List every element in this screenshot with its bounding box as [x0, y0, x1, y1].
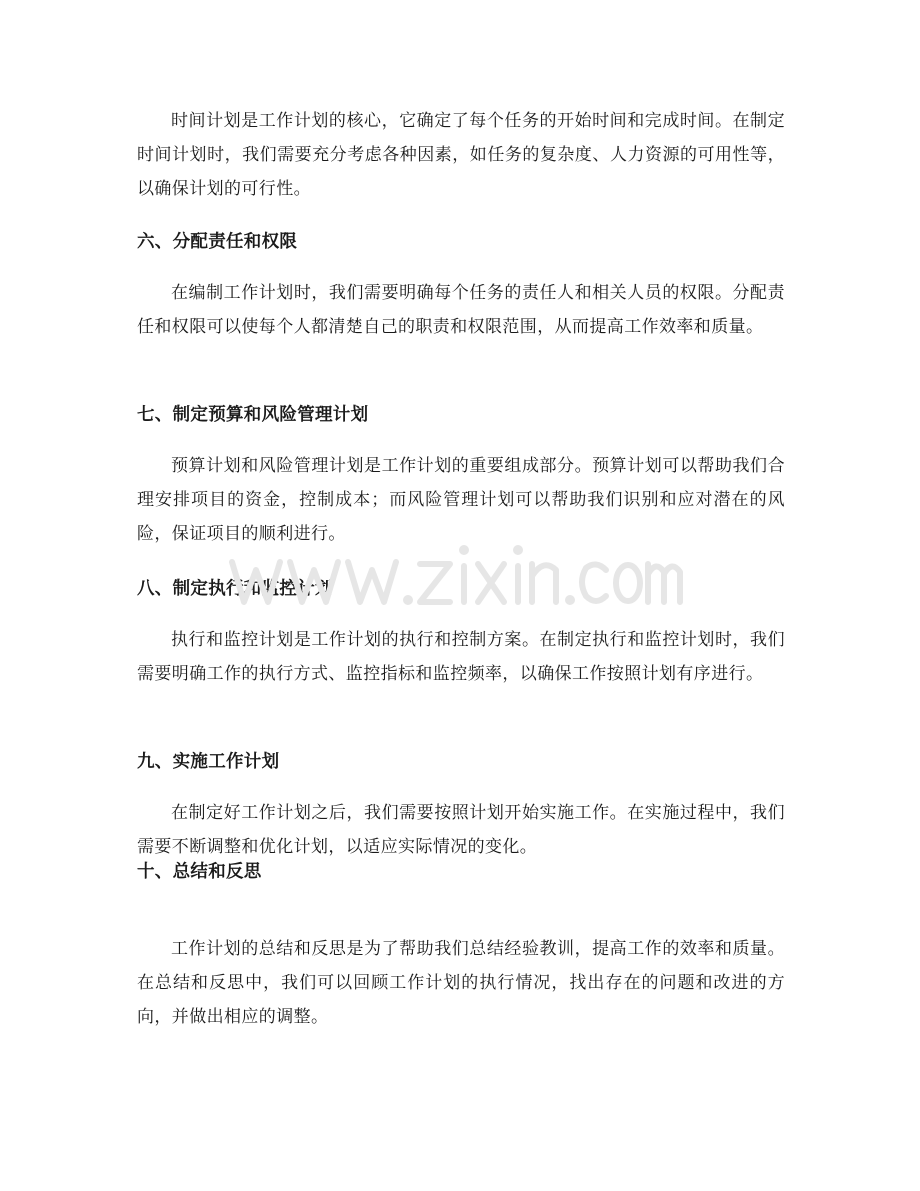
section-body-10: 工作计划的总结和反思是为了帮助我们总结经验教训，提高工作的效率和质量。在总结和反思中，我们可以回顾工作计划的执行情况，找出存在的问题和改进的方向，并做出相应的调整。 [137, 939, 785, 1027]
section-heading-8: 八、制定执行和监控计划 [137, 579, 333, 599]
section-body-9: 在制定好工作计划之后，我们需要按照计划开始实施工作。在实施过程中，我们需要不断调整和优化计划，以适应实际情况的变化。 [137, 803, 785, 857]
intro-paragraph: 时间计划是工作计划的核心，它确定了每个任务的开始时间和完成时间。在制定时间计划时，我们需要充分考虑各种因素，如任务的复杂度、人力资源的可用性等，以确保计划的可行性。 [137, 111, 785, 199]
section-heading-6: 六、分配责任和权限 [137, 232, 298, 252]
section-body-6: 在编制工作计划时，我们需要明确每个任务的责任人和相关人员的权限。分配责任和权限可以使每个人都清楚自己的职责和权限范围，从而提高工作效率和质量。 [137, 283, 785, 337]
section-body-7: 预算计划和风险管理计划是工作计划的重要组成部分。预算计划可以帮助我们合理安排项目的资金，控制成本；而风险管理计划可以帮助我们识别和应对潜在的风险，保证项目的顺利进行。 [137, 456, 785, 544]
section-heading-10: 十、总结和反思 [137, 862, 262, 882]
section-heading-7: 七、制定预算和风险管理计划 [137, 405, 369, 425]
section-heading-9: 九、实施工作计划 [137, 752, 280, 772]
section-body-8: 执行和监控计划是工作计划的执行和控制方案。在制定执行和监控计划时，我们需要明确工作的执行方式、监控指标和监控频率，以确保工作按照计划有序进行。 [137, 630, 785, 684]
